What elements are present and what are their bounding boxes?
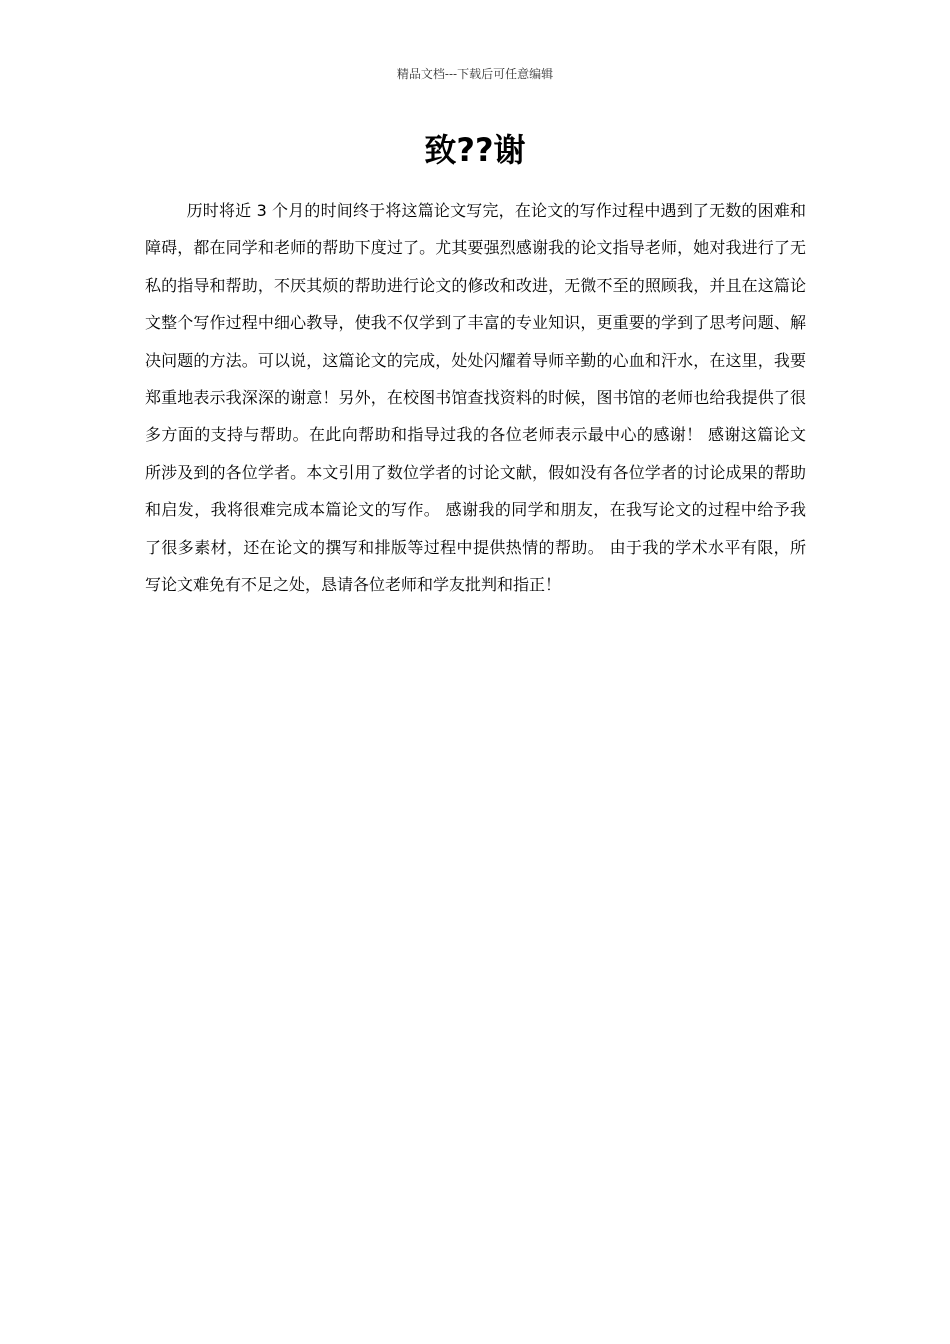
acknowledgement-paragraph: 历时将近 3 个月的时间终于将这篇论文写完，在论文的写作过程中遇到了无数的困难和障碍，都在同学和老师的帮助下度过了。尤其要强烈感谢我的论文指导老师，她对我进行了无私的指导和帮助，不厌其烦的帮助进行论文的修改和改进，无微不至的照顾我，并且在这篇论文整个写作过程中细心教导，使我不仅学到了丰富的专业知识，更重要的学到了思考问题、解决问题的方法。可以说，这篇论文的完成，处处闪耀着导师辛勤的心血和汗水，在这里，我要郑重地表示我深深的谢意！另外，在校图书馆查找资料的时候，图书馆的老师也给我提供了很多方面的支持与帮助。在此向帮助和指导过我的各位老师表示最中心的感谢！ 感谢这篇论文所涉及到的各位学者。本文引用了数位学者的讨论文献，假如没有各位学者的讨论成果的帮助和启发，我将很难完成本篇论文的写作。 感谢我的同学和朋友，在我写论文的过程中给予我了很多素材，还在论文的撰写和排版等过程中提供热情的帮助。 由于我的学术水平有限，所写论文难免有不足之处，恳请各位老师和学友批判和指正！ (145, 201, 806, 595)
page-header: 精品文档---下载后可任意编辑 (396, 67, 554, 81)
page-title: 致??谢 (424, 131, 526, 169)
